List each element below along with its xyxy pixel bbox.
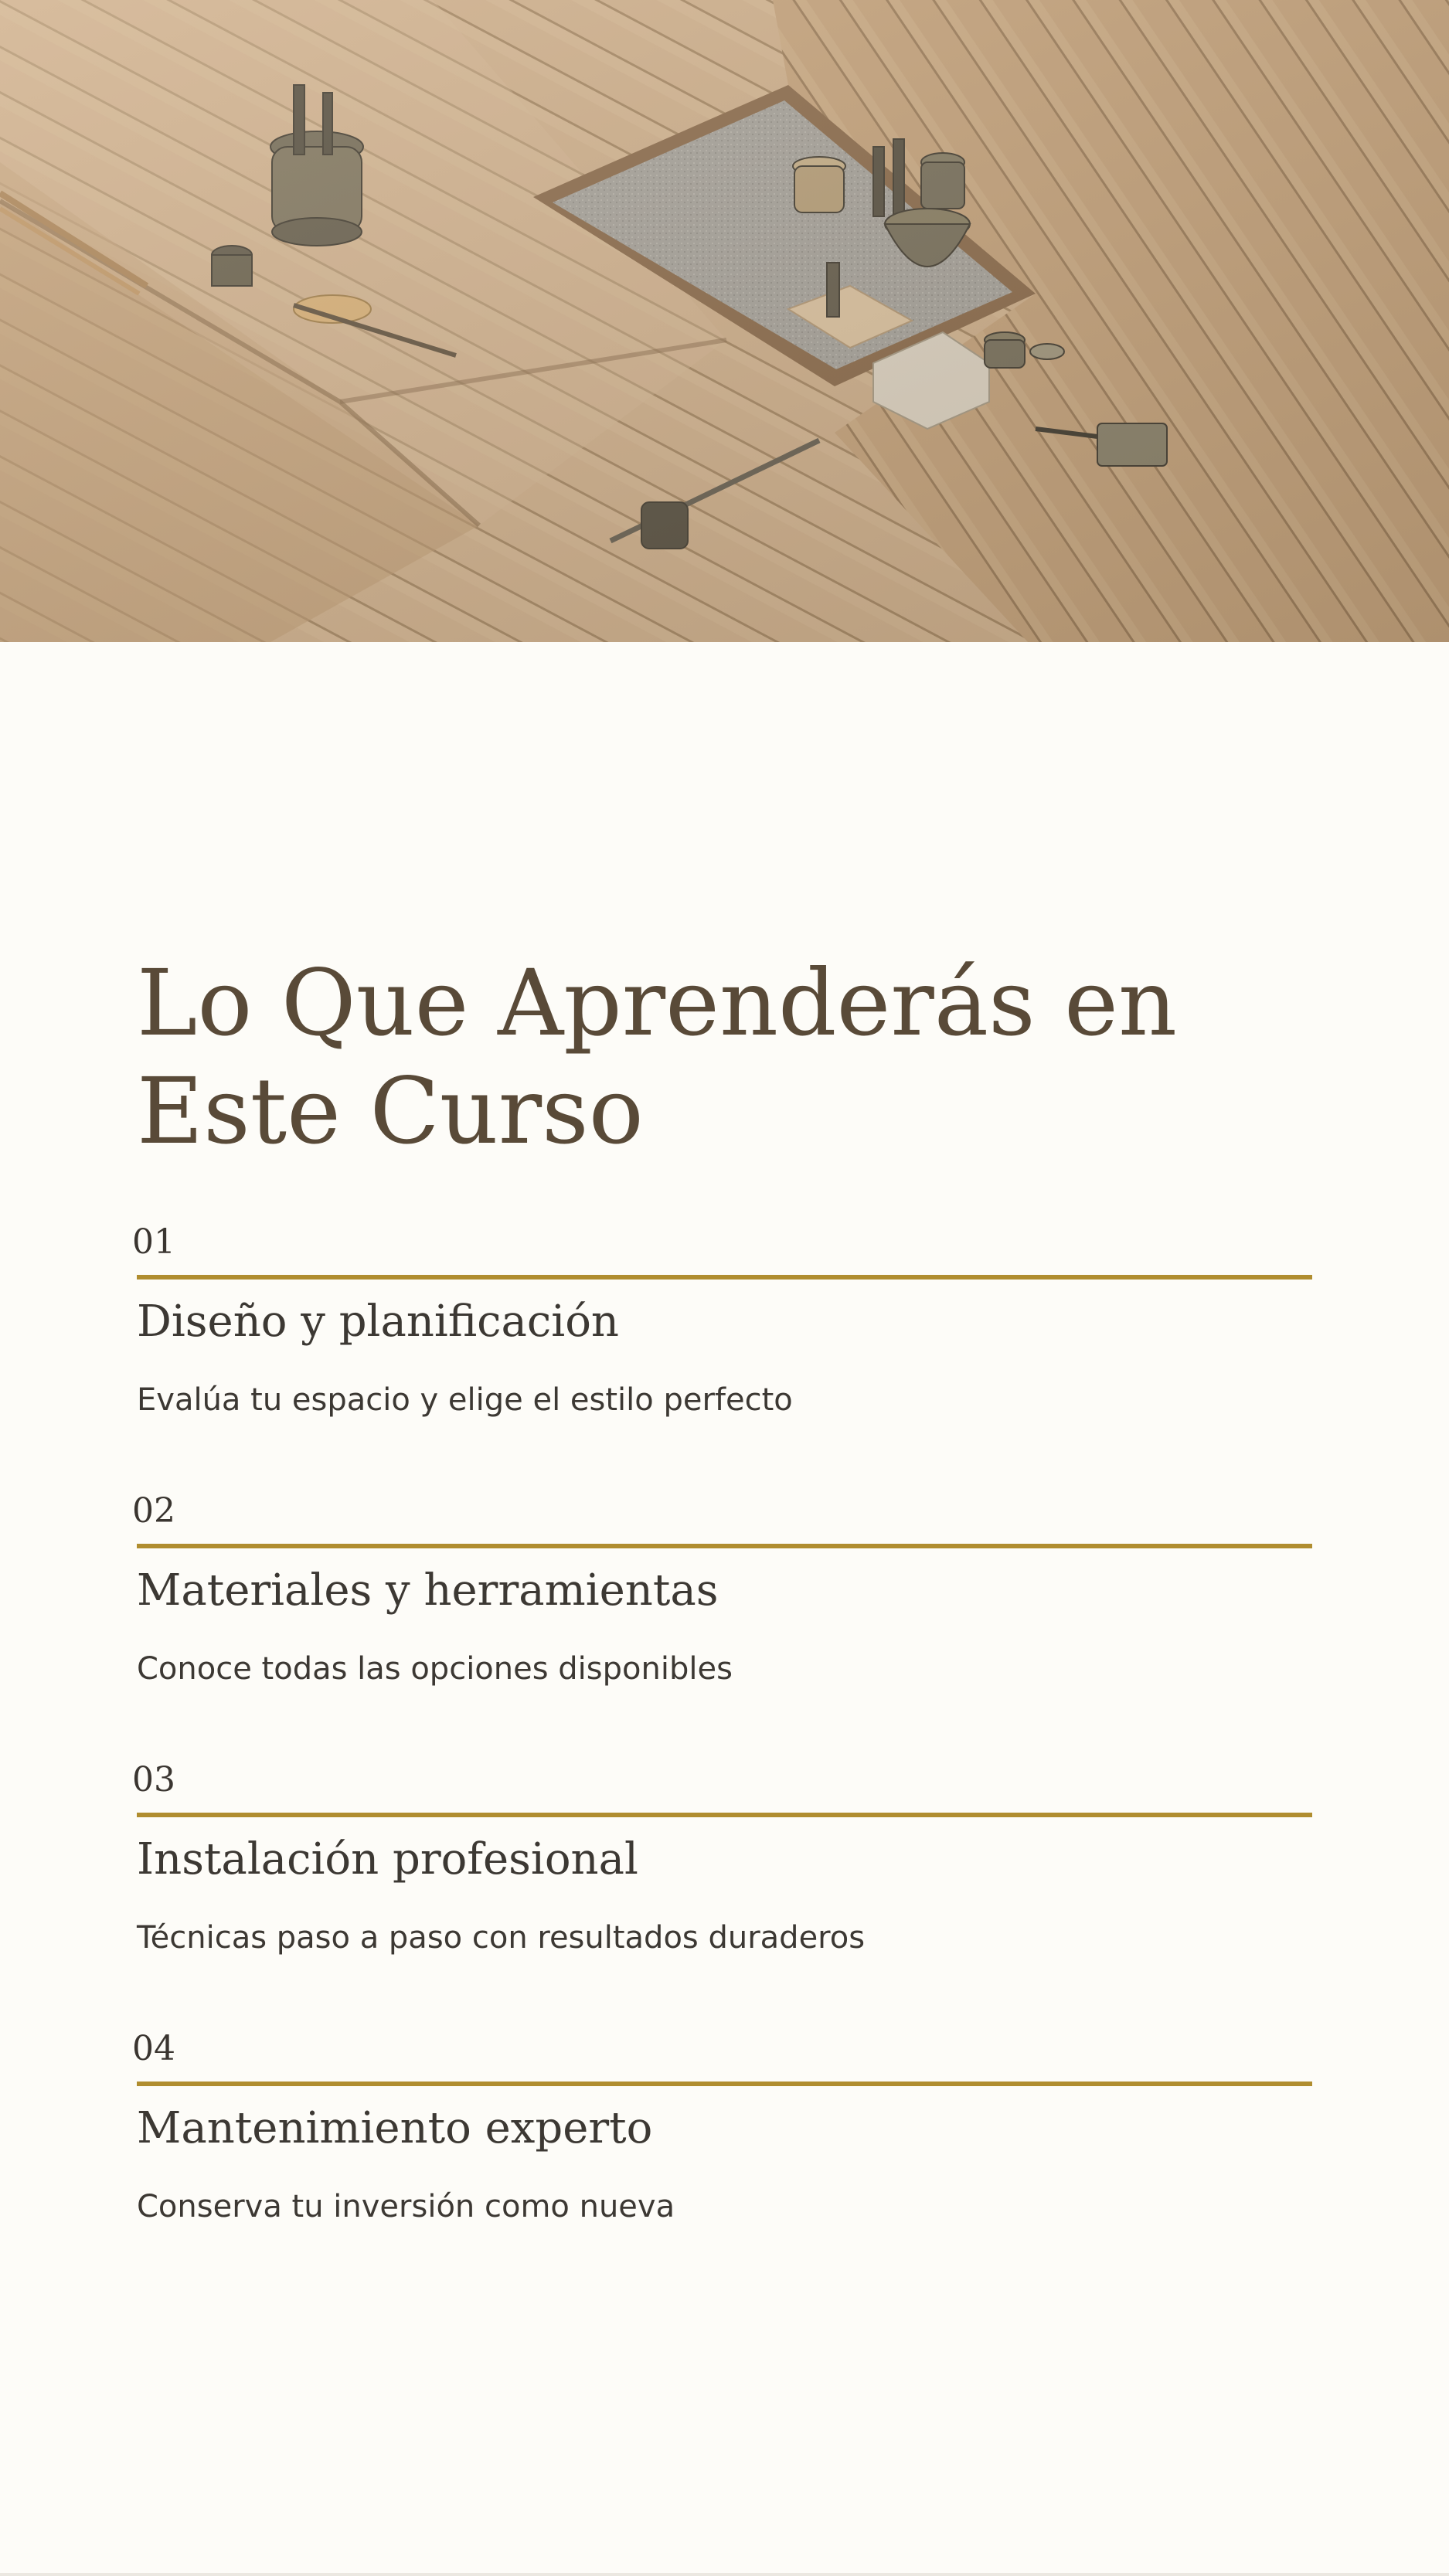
module-description: Evalúa tu espacio y elige el estilo perfecto xyxy=(137,1382,793,1418)
module-title: Mantenimiento experto xyxy=(137,2103,653,2153)
module-number: 04 xyxy=(132,2029,175,2068)
accent-divider xyxy=(137,1275,1312,1280)
module-number: 03 xyxy=(132,1760,175,1799)
course-content xyxy=(132,949,1312,2298)
wooden-deck-illustration xyxy=(0,0,1449,642)
module-item xyxy=(132,2029,1312,2298)
module-item xyxy=(132,1760,1312,2029)
module-title: Diseño y planificación xyxy=(137,1296,619,1347)
accent-divider xyxy=(137,2082,1312,2086)
accent-divider xyxy=(137,1813,1312,1817)
module-number: 01 xyxy=(132,1222,175,1262)
module-description: Conserva tu inversión como nueva xyxy=(137,2189,675,2224)
module-number: 02 xyxy=(132,1491,175,1531)
module-title: Instalación profesional xyxy=(137,1834,638,1884)
hero-image xyxy=(0,0,1449,642)
accent-divider xyxy=(137,1544,1312,1548)
module-item xyxy=(132,1491,1312,1760)
module-title: Materiales y herramientas xyxy=(137,1565,719,1616)
module-description: Técnicas paso a paso con resultados duraderos xyxy=(137,1920,866,1956)
module-description: Conoce todas las opciones disponibles xyxy=(137,1651,733,1687)
page-title: Lo Que Aprenderás en Este Curso xyxy=(137,950,1177,1164)
module-list xyxy=(132,1222,1312,2298)
page-bottom-border xyxy=(0,2573,1449,2576)
module-item xyxy=(132,1222,1312,1491)
